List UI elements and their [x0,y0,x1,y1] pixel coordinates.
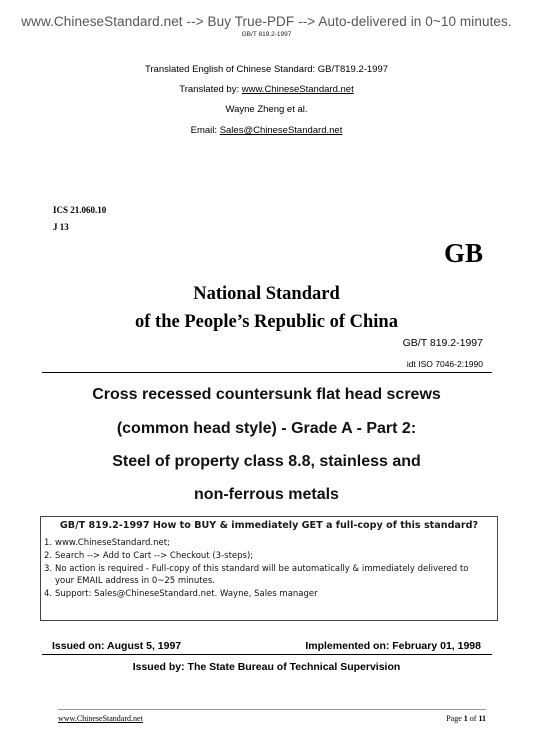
step-number: 4. [44,589,53,599]
purchase-info-heading: GB/T 819.2-1997 How to BUY & immediately GET a full-copy of this standard? [59,520,479,531]
step-text: No action is required - Full-copy of this standard will be automatically & immediately delivered to [55,564,469,574]
page-number: 1 [463,714,468,723]
dates-rule [42,654,492,655]
header-doc-code: GB/T 819.2-1997 [241,31,292,38]
page-total: 11 [478,714,486,723]
footer-site [58,714,143,723]
issued-date: Issued on: August 5, 1997 [52,640,182,652]
header-rule [42,372,492,373]
step-text: www.ChineseStandard.net; [55,538,170,548]
title-line1: Cross recessed countersunk flat head screws [92,386,441,403]
purchase-step-2 [44,551,253,561]
standard-code: GB/T 819.2-1997 [402,337,483,349]
page-indicator [446,714,486,723]
step-number: 2. [44,551,53,561]
ics-code: ICS 21.060.10 [53,205,107,215]
national-standard-line2: of the People’s Republic of China [135,312,398,332]
translation-line: Translated English of Chinese Standard: GB/T819.2-1997 [144,64,389,75]
purchase-step-3 [44,564,468,574]
purchase-info-box [40,516,498,621]
step-text: Search --> Add to Cart --> Checkout (3-steps); [55,551,254,561]
step-number: 3. [44,564,53,574]
title-line2: (common head style) - Grade A - Part 2: [116,420,417,437]
translated-by-label: Translated by: [179,84,242,95]
translator-name: Wayne Zheng et al. [225,104,308,115]
top-banner: www.ChineseStandard.net --> Buy True-PDF --> Auto-delivered in 0~10 minutes. [21,14,512,29]
translated-by [0,84,533,95]
footer-site-link[interactable]: www.ChineseStandard.net [58,714,143,723]
gb-mark: GB [443,238,483,268]
email-line [0,125,533,136]
title-line4: non-ferrous metals [194,486,339,503]
national-standard-line1: National Standard [193,284,340,304]
step-text: Support: Sales@ChineseStandard.net. Wayne, Sales manager [55,589,318,599]
page-prefix: Page [446,714,464,723]
translated-by-link[interactable]: www.ChineseStandard.net [241,84,354,95]
footer-rule [58,709,486,710]
idt-reference: idt ISO 7046-2:1990 [406,359,483,369]
purchase-step-1 [44,538,170,548]
purchase-step-4 [44,589,318,599]
ccs-code: J 13 [53,222,69,232]
step-number: 1. [44,538,53,548]
page-mid: of [467,714,479,723]
title-line3: Steel of property class 8.8, stainless and [112,453,421,470]
issued-by: Issued by: The State Bureau of Technical Supervision [132,661,401,673]
email-label: Email: [190,125,220,136]
purchase-step-3-continued: your EMAIL address in 0~25 minutes. [55,576,215,586]
email-link[interactable]: Sales@ChineseStandard.net [219,125,343,136]
implemented-date: Implemented on: February 01, 1998 [305,640,481,652]
